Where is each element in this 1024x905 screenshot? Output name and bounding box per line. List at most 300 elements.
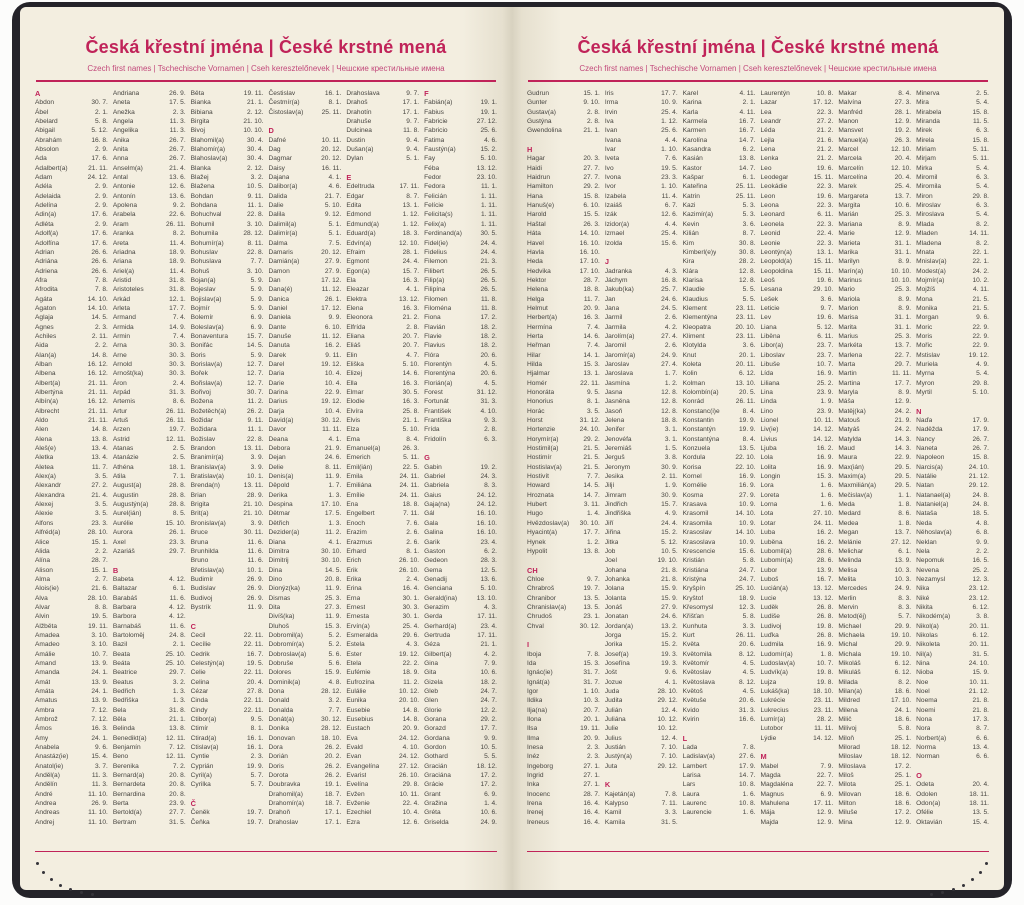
nameday-date: 30. 11. [243,529,264,537]
name-entry [838,276,911,285]
name-label: Čeňka [190,818,210,826]
name-label: Evarist [346,772,367,780]
name-label: Engelbert [346,510,375,518]
name-entry [35,126,108,135]
name-entry [35,575,108,584]
name-entry [346,528,419,537]
nameday-date: 4. 3. [406,641,420,649]
nameday-date: 22. 9. [324,389,342,396]
name-entry [424,780,497,789]
name-label: Hubert [527,501,547,509]
name-label: Amatus [35,697,58,705]
nameday-date: 9. 6. [94,744,108,752]
nameday-date: 5. 2. [328,641,342,649]
nameday-date: 14. 7. [738,772,756,780]
name-entry [35,743,108,752]
name-label: Miriam [916,146,936,154]
nameday-date: 12. 5. [480,566,497,574]
name-label: Alison [35,566,53,574]
name-entry [605,743,678,752]
nameday-date: 21. 8. [661,566,678,574]
nameday-date: 24. 12. [476,501,497,509]
name-label: Albert(a) [35,379,61,387]
name-entry [605,687,678,696]
nameday-date: 28. 1. [402,248,420,256]
nameday-date: 16. 5. [972,557,989,565]
name-label: Anabela [35,744,60,752]
name-label: Miranda [916,118,940,126]
name-label: Dita [268,603,281,611]
name-entry [346,668,419,677]
nameday-date: 15. 10. [165,519,186,527]
nameday-date: 1. 3. [328,491,342,499]
name-label: Augustin [112,491,139,499]
name-label: Karla [682,108,699,116]
nameday-date: 17. 6. [91,211,108,219]
name-label: Igor [527,688,539,695]
nameday-date: 22. 10. [735,463,756,471]
name-entry [35,472,108,481]
name-label: Hroznata [527,491,554,499]
nameday-date: 29. 7. [894,360,912,368]
nameday-date: 3. 5. [586,407,600,415]
nameday-date: 21. 4. [169,164,186,172]
name-label: Mervin [838,603,859,611]
name-label: Kevin [682,220,700,228]
nameday-date: 12. 9. [816,818,834,826]
nameday-date: 26. 1. [324,295,342,303]
name-entry [268,341,341,350]
nameday-date: 31. 1. [894,314,912,322]
name-label: Cecil [190,631,206,639]
name-label: Dafné [268,136,287,144]
name-entry [838,332,911,341]
name-entry [605,210,678,219]
nameday-date: 14. 10. [87,304,108,312]
nameday-date: 7. 2. [172,762,186,770]
name-label: Milovan [838,790,862,798]
name-entry [424,584,497,593]
name-entry [191,276,264,285]
name-label: Majda [760,818,779,826]
nameday-date: 29. 5. [894,463,912,471]
name-entry [683,808,756,817]
nameday-date: 3. 9. [250,454,264,462]
nameday-date: 17. 7. [583,529,600,537]
name-label: Gerald(ina) [424,594,458,602]
nameday-date: 1. 12. [661,118,678,126]
name-label: Gleb [424,688,439,695]
nameday-date: 3. 2. [328,697,342,705]
name-entry [605,117,678,126]
name-label: Michaela [838,631,865,639]
nameday-date: 15. 11. [813,258,834,266]
name-label: Inéz [527,753,540,761]
name-label: Edeltruda [346,183,375,191]
name-entry [268,724,341,733]
name-label: Maud [838,445,855,453]
name-label: Bohdana [190,202,218,210]
nameday-date: 10. 3. [894,575,912,583]
nameday-date: 23. 10. [476,174,497,182]
name-entry [268,668,341,677]
name-label: Odeta [916,781,935,789]
name-entry [916,210,989,219]
name-label: Dylan [346,155,364,163]
name-entry [760,734,833,743]
name-label: Chrudoš [527,613,552,621]
name-entry [191,220,264,229]
name-label: Hermína [527,323,553,331]
nameday-date: 8. 2. [976,220,989,228]
name-entry [424,640,497,649]
name-entry [346,547,419,556]
nameday-date: 4. 10. [402,744,420,752]
name-label: Gordana [424,734,450,742]
name-entry [605,323,678,332]
nameday-date: 3. 5. [94,501,108,509]
name-entry [268,164,341,173]
nameday-date: 15. 2. [480,146,497,154]
name-entry [191,734,264,743]
nameday-date: 3. 6. [742,220,756,228]
name-label: Květoš [682,688,703,695]
name-label: Alfons [35,519,54,527]
nameday-date: 1. 11. [480,192,497,200]
name-entry [916,463,989,472]
name-label: Ildika [527,697,543,705]
name-label: Ezechiel [346,809,372,817]
name-entry [605,481,678,490]
name-label: Karmela [682,118,708,126]
name-entry [191,500,264,509]
name-label: Eliáš [346,342,361,350]
nameday-date: 13. 2. [661,622,678,630]
nameday-date: 14. 3. [894,445,912,453]
name-label: Drahomil(a) [268,790,303,798]
nameday-date: 19. 11. [88,622,108,630]
name-label: Abrahám [35,136,62,144]
nameday-date: 6. 3. [976,202,989,210]
name-label: Jerguš [604,454,625,462]
nameday-date: 16. 1. [246,734,264,742]
nameday-date: 10. 9. [738,519,756,527]
nameday-date: 5. 9. [250,295,264,303]
name-entry [424,687,497,696]
name-entry [113,351,186,360]
nameday-date: 8. 7. [742,230,756,238]
name-label: Atanas [112,445,134,453]
name-label: Krasoslav [682,529,712,537]
nameday-date: 1. 10. [661,146,678,154]
nameday-date: 2. 2. [94,342,108,350]
name-label: Amát [35,678,51,686]
name-entry [916,594,989,603]
nameday-date: 5. 1. [328,220,342,228]
name-entry [838,715,911,724]
name-entry [605,584,678,593]
nameday-date: 4. 5. [742,669,756,677]
name-entry [683,528,756,537]
nameday-date: 30. 8. [738,239,756,247]
nameday-date: 10. 10. [890,267,912,275]
name-label: Judita [604,697,623,705]
name-entry [346,201,419,210]
nameday-date: 24. 9. [480,818,497,826]
name-label: Angela [112,118,134,126]
name-label: Iboja [527,650,542,658]
name-label: Adelaida [35,192,61,200]
name-entry [760,407,833,416]
name-label: Dominik(a) [268,678,301,686]
name-label: Klementýna [682,314,718,322]
name-label: Gilbert(a) [424,650,452,658]
nameday-date: 8. 4. [898,90,912,97]
name-entry [916,668,989,677]
name-entry [838,98,911,107]
name-label: Eliana [346,332,365,340]
name-label: Kurt [682,631,695,639]
name-label: Lionel [760,417,779,425]
name-entry [605,304,678,313]
nameday-date: 25. 3. [894,211,912,219]
nameday-date: 12. 10. [890,146,912,154]
nameday-date: 26. 8. [816,613,834,621]
nameday-date: 27. 9. [324,267,342,275]
name-entry [268,201,341,210]
name-label: Lutobor [760,725,783,733]
nameday-date: 25. 2. [972,566,989,574]
name-label: Běta [190,90,205,97]
name-entry [35,659,108,668]
nameday-date: 1. 4. [586,510,600,518]
nameday-date: 2. 6. [664,314,678,322]
nameday-date: 4. 12. [169,603,186,611]
name-label: Mina [838,818,853,826]
name-entry [35,248,108,257]
name-label: Agaton [35,304,56,312]
nameday-date: 16. 3. [91,725,108,733]
nameday-date: 12. 10. [398,239,420,247]
name-label: Liliana [760,379,780,387]
name-label: Dimitrij [268,557,289,565]
name-entry [113,154,186,163]
name-label: Felicián [424,192,447,200]
name-entry [760,435,833,444]
name-label: Erhard [346,547,367,555]
nameday-date: 3. 2. [172,678,186,686]
name-entry [35,668,108,677]
name-entry [113,332,186,341]
name-entry [527,154,600,163]
name-entry [424,509,497,518]
name-label: Martin [838,370,857,378]
nameday-date: 17. 3. [972,716,989,724]
name-label: Berenika [112,762,139,770]
name-label: Bianka [190,99,211,107]
name-label: Iris [604,90,614,97]
nameday-date: 2. 1. [94,108,108,116]
nameday-date: 31. 12. [579,417,600,425]
name-label: Lora [760,482,774,490]
name-entry [113,379,186,388]
name-entry [683,668,756,677]
name-label: Konzuela [682,445,711,453]
nameday-date: 6. 2. [484,547,497,555]
name-label: Max(ián) [838,463,864,471]
nameday-date: 28. 8. [169,501,186,509]
name-label: Lukrecius [760,706,789,714]
name-entry [605,285,678,294]
name-entry [424,210,497,219]
name-label: Brigita [190,501,210,509]
name-entry [527,771,600,780]
nameday-date: 10. 6. [480,669,497,677]
nameday-date: 5. 4. [976,183,989,191]
name-entry [35,650,108,659]
nameday-date: 22. 7. [894,351,912,359]
name-entry [916,136,989,145]
name-entry [838,509,911,518]
name-label: Nikita [916,603,933,611]
name-entry [191,108,264,117]
nameday-date: 2. 4. [406,575,420,583]
nameday-date: 29. 2. [583,435,600,443]
nameday-date: 6. 7. [664,202,678,210]
name-entry [346,752,419,761]
name-entry [35,210,108,219]
name-label: Květuše [682,697,707,705]
nameday-date: 12. 11. [165,753,186,761]
nameday-date: 11. 3. [169,118,186,126]
name-entry [683,332,756,341]
name-entry [916,780,989,789]
name-label: Budimír [190,575,214,583]
name-label: Liběna [760,332,781,340]
nameday-date: 17. 11. [399,183,420,191]
name-entry [113,612,186,621]
nameday-date: 21. 10. [243,501,264,509]
nameday-date: 30. 4. [246,136,264,144]
name-label: Mojžíš [916,286,936,294]
name-entry [191,182,264,191]
nameday-date: 2. 9. [94,146,108,154]
nameday-date: 24. 7. [480,688,497,695]
name-label: Běla [112,716,127,724]
nameday-date: 12. 6. [169,183,186,191]
nameday-date: 14. 7. [738,164,756,172]
name-entry [916,332,989,341]
name-entry [605,453,678,462]
name-entry [760,323,833,332]
name-label: Evan [346,753,362,761]
name-entry [424,136,497,145]
name-entry [113,276,186,285]
name-entry [113,500,186,509]
nameday-date: 21. 11. [88,379,108,387]
nameday-date: 1. 7. [328,482,342,490]
name-entry [346,108,419,117]
nameday-date: 1. 11. [480,211,497,219]
name-label: Iva [604,118,614,126]
name-label: Jiljí [604,482,615,490]
name-entry [916,696,989,705]
name-entry [424,715,497,724]
nameday-date: 31. 8. [169,286,186,294]
name-label: Armand [112,314,136,322]
name-label: Inka [527,781,540,789]
nameday-date: 11. 3. [169,127,186,135]
name-label: Erika [346,575,362,583]
name-entry [838,519,911,528]
nameday-date: 10. 3. [894,566,912,574]
name-label: Armin [112,332,131,340]
name-label: Bela [112,706,127,714]
name-entry [683,267,756,276]
name-entry [346,117,419,126]
name-entry [113,136,186,145]
nameday-date: 11. 2. [325,529,342,537]
nameday-date: 16. 9. [738,473,756,481]
name-entry [424,538,497,547]
nameday-date: 14. 12. [813,734,834,742]
nameday-date: 13. 7. [894,529,912,537]
nameday-date: 21. 1. [480,641,497,649]
name-label: Herbert(a) [527,314,558,322]
name-label: Ervín(a) [346,622,370,630]
nameday-date: 10. 9. [661,99,678,107]
name-label: Krasoslava [682,538,716,546]
name-label: Nela [916,547,930,555]
nameday-date: 6. 6. [976,734,989,742]
nameday-date: 19. 8. [816,622,834,630]
nameday-date: 19. 5. [246,659,264,667]
name-label: Heda [527,258,543,266]
name-entry [268,220,341,229]
nameday-date: 8. 8. [94,603,108,611]
name-entry [35,229,108,238]
name-label: Estela [346,641,365,649]
nameday-date: 8. 9. [898,304,912,312]
name-label: Evangelína [346,762,380,770]
name-entry [760,818,833,827]
nameday-date: 23. 12. [968,585,989,593]
nameday-date: 28. 7. [91,557,108,565]
nameday-date: 18. 11. [969,800,989,808]
nameday-date: 19. 9. [738,417,756,425]
nameday-date: 15. 6. [738,547,756,555]
name-entry [113,481,186,490]
name-label: Eduard(a) [346,230,376,238]
name-entry [113,425,186,434]
name-label: Felix(a) [424,220,447,228]
nameday-date: 30. 1. [402,594,420,602]
name-label: Moric [916,323,933,331]
name-label: Azariáš [112,547,135,555]
name-entry [683,463,756,472]
nameday-date: 13. 4. [972,744,989,752]
name-label: Irenej [527,809,544,817]
nameday-date: 27. 4. [661,360,678,368]
nameday-date: 5. 4. [976,99,989,107]
nameday-date: 11. 10. [88,818,108,826]
name-label: Darina [268,389,288,396]
name-label: Laura [682,790,700,798]
nameday-date: 12. 6. [661,211,678,219]
nameday-date: 12. 10. [890,164,912,172]
name-label: Hugo [527,510,543,518]
nameday-date: 4. 3. [484,603,497,611]
